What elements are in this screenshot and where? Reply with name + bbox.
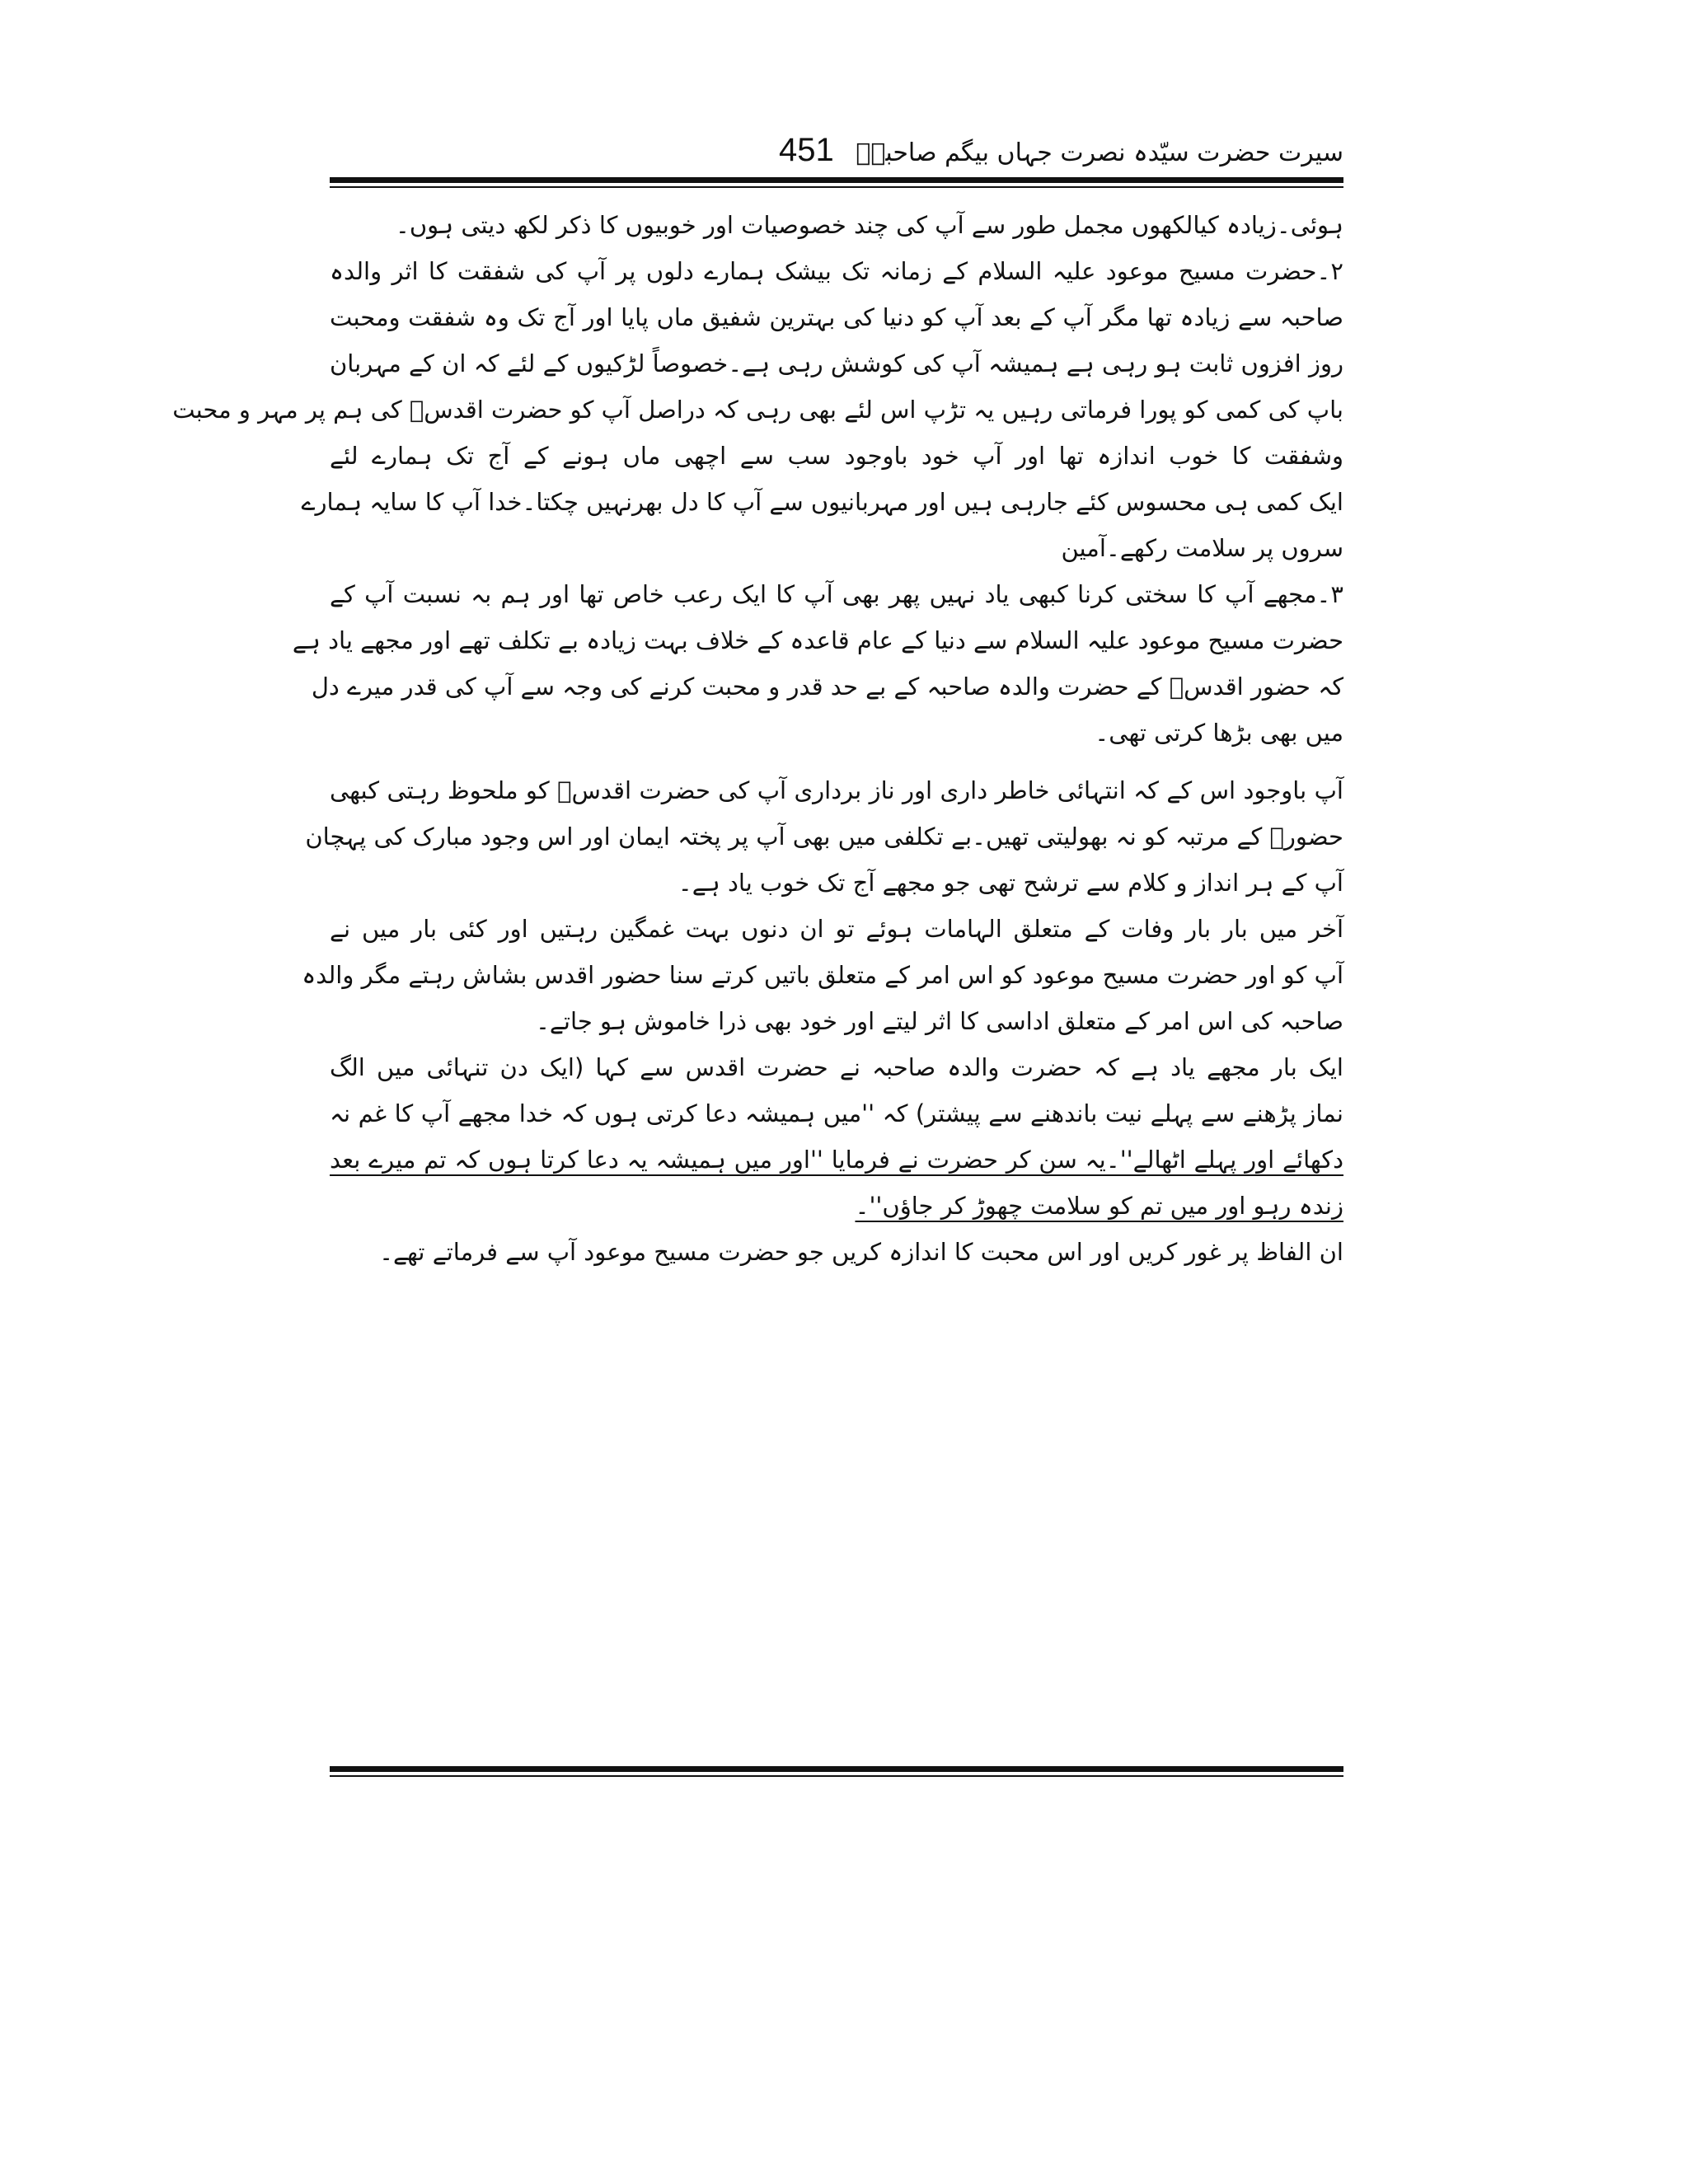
text-line: ایک بار مجھے یاد ہے کہ حضرت والدہ صاحبہ نے حضرت اقدس سے کہا (ایک دن تنہائی میں الگ [330, 1053, 1343, 1081]
paragraph-2 [172, 248, 1343, 571]
text-line: روز افزوں ثابت ہو رہی ہے ہمیشہ آپ کی کوشش رہی ہے۔خصوصاً لڑکیوں کے لئے کہ ان کے مہربان [330, 349, 1343, 377]
text-line: وشفقت کا خوب اندازہ تھا اور آپ خود باوجود سب سے اچھی ماں ہونے کے آج تک ہمارے لئے [330, 442, 1343, 470]
header-rule-thick [330, 177, 1343, 183]
paragraph-3 [292, 571, 1343, 756]
text-line: حضرت مسیح موعود علیہ السلام سے دنیا کے عام قاعدہ کے خلاف بہت زیادہ بے تکلف تھے اور مجھے یاد ہے [292, 626, 1343, 654]
text-line: ایک کمی ہی محسوس کئے جارہی ہیں اور مہربانیوں سے آپ کا دل بھرنہیں چکتا۔خدا آپ کا سایہ ہمارے [301, 488, 1343, 516]
footer-rule-thin [330, 1775, 1343, 1777]
text-line: نماز پڑھنے سے پہلے نیت باندھنے سے پیشتر) کہ ''میں ہمیشہ دعا کرتی ہوں کہ خدا مجھے آپ کا غم نہ [330, 1099, 1343, 1127]
text-line: سروں پر سلامت رکھے۔آمین [1061, 534, 1343, 562]
text-line: صاحبہ سے زیادہ تھا مگر آپ کے بعد آپ کو دنیا کی بہترین شفیق ماں پایا اور آج تک وہ شفقت ومحبت [330, 303, 1343, 331]
text-line: آپ باوجود اس کے کہ انتہائی خاطر داری اور ناز برداری آپ کی حضرت اقدسؑ کو ملحوظ رہتی کبھی [330, 776, 1343, 804]
text-line: آخر میں بار بار وفات کے متعلق الہامات ہوئے تو ان دنوں بہت غمگین رہتیں اور کئی بار میں نے [330, 915, 1343, 943]
footer-rule-thick [330, 1766, 1343, 1772]
text-line: ۳۔مجھے آپ کا سختی کرنا کبھی یاد نہیں پھر بھی آپ کا ایک رعب خاص تھا اور ہم بہ نسبت آپ کے [330, 580, 1343, 608]
paragraph-7 [330, 1229, 1343, 1275]
text-line: میں بھی بڑھا کرتی تھی۔ [1095, 719, 1343, 747]
text-line: آپ کو اور حضرت مسیح موعود کو اس امر کے متعلق باتیں کرتے سنا حضور اقدس بشاش رہتے مگر والدہ [302, 961, 1343, 989]
text-line: آپ کے ہر انداز و کلام سے ترشح تھی جو مجھے آج تک خوب یاد ہے۔ [678, 869, 1343, 897]
paragraph-6 [330, 1044, 1343, 1229]
text-line: ہوئی۔زیادہ کیالکھوں مجمل طور سے آپ کی چند خصوصیات اور خوبیوں کا ذکر لکھ دیتی ہوں۔ [395, 211, 1343, 239]
header-rule-thin [330, 186, 1343, 188]
text-line: ۲۔حضرت مسیح موعود علیہ السلام کے زمانہ تک بیشک ہمارے دلوں پر آپ کی شفقت کا اثر والدہ [330, 257, 1343, 285]
text-line: کہ حضور اقدسؑ کے حضرت والدہ صاحبہ کے بے حد قدر و محبت کرنے کی وجہ سے آپ کی قدر میرے دل [311, 673, 1343, 701]
paragraph-4 [305, 767, 1343, 906]
text-line: حضورؑ کے مرتبہ کو نہ بھولیتی تھیں۔بے تکلفی میں بھی آپ پر پختہ ایمان اور اس وجود مبارک کی پہچان [305, 823, 1343, 851]
paragraph-1 [330, 202, 1343, 248]
text-line-underlined: زندہ رہو اور میں تم کو سلامت چھوڑ کر جاؤں''۔ [855, 1192, 1343, 1220]
paragraph-5 [302, 906, 1343, 1044]
text-line: باپ کی کمی کو پورا فرماتی رہیں یہ تڑپ اس لئے بھی رہی کہ دراصل آپ کو حضرت اقدسؑ کی ہم پر مہر و محبت [172, 396, 1343, 424]
body-text [172, 202, 1343, 1275]
running-title: سیرت حضرت سیّدہ نصرت جہاں بیگم صاحبہؓ [856, 138, 1343, 167]
text-line-underlined: دکھائے اور پہلے اٹھالے''۔یہ سن کر حضرت نے فرمایا ''اور میں ہمیشہ یہ دعا کرتا ہوں کہ تم میرے بعد [330, 1146, 1343, 1174]
page-number: 451 [779, 132, 834, 168]
text-line: صاحبہ کی اس امر کے متعلق اداسی کا اثر لیتے اور خود بھی ذرا خاموش ہو جاتے۔ [535, 1007, 1343, 1035]
text-line: ان الفاظ پر غور کریں اور اس محبت کا اندازہ کریں جو حضرت مسیح موعود آپ سے فرماتے تھے۔ [379, 1238, 1343, 1266]
